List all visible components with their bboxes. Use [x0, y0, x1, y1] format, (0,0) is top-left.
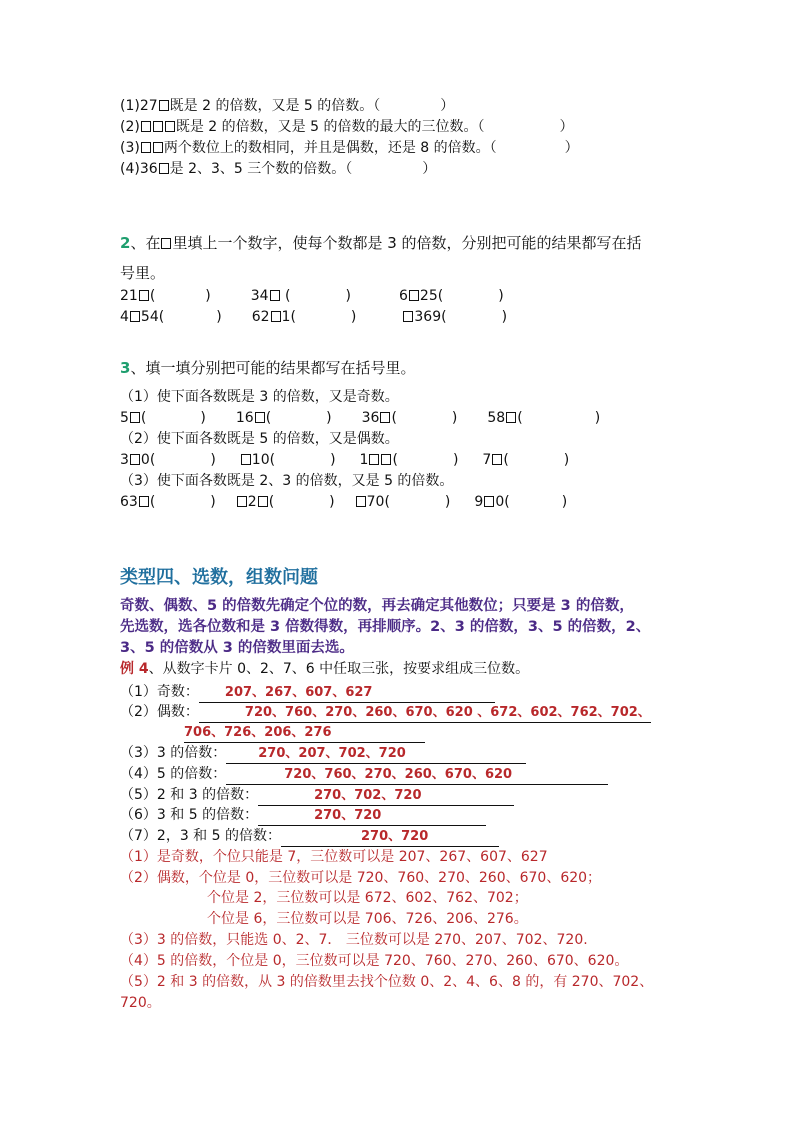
num-text: 62 — [251, 309, 270, 325]
example-text: 、从数字卡片 0、2、7、6 中任取三张，按要求组成三位数。 — [148, 661, 530, 677]
section-2-text-a: 、在 — [130, 234, 161, 252]
section-3-title — [120, 359, 415, 377]
blank-box — [141, 121, 151, 132]
blank-box — [369, 454, 379, 465]
blank-box — [130, 412, 140, 423]
blank-box — [130, 311, 140, 322]
num-text: 4 — [120, 309, 129, 325]
num-text: 54 — [140, 309, 159, 325]
answer-5 — [120, 786, 514, 806]
section-3-title-text: 、填一填分别把可能的结果都写在括号里。 — [130, 359, 416, 377]
blank-box — [271, 311, 281, 322]
answer-2 — [120, 703, 651, 723]
blank-box — [381, 454, 391, 465]
num-text: 9 — [474, 494, 484, 510]
num-text: 58 — [487, 410, 506, 426]
explain-2: （2）偶数，个位是 0，三位数可以是 720、760、270、260、670、620； — [120, 870, 602, 886]
tip-line-3: 3、5 的倍数从 3 的倍数里面去选。 — [120, 640, 354, 656]
q1-text: 既是 2 的倍数，又是 5 的倍数。（ — [169, 98, 381, 114]
num-text: 2 — [247, 494, 257, 510]
answer-label: （4）5 的倍数： — [120, 766, 227, 782]
q4-prefix: (4)36 — [120, 161, 158, 177]
num-text: 5 — [120, 410, 129, 426]
question-1-3 — [120, 139, 579, 157]
blank-box — [159, 100, 169, 111]
answer-6 — [120, 806, 486, 826]
question-1-1 — [120, 97, 454, 115]
num-text: 34 — [250, 288, 269, 304]
num-text: 6 — [398, 288, 408, 304]
section-2-row-1: 21 ( ) 34 ( ) 6 25( ) — [120, 288, 504, 304]
answer-value: 270、702、720 — [258, 787, 514, 806]
q4-text: 是 2、3、5 三个数的倍数。（ — [169, 161, 353, 177]
answer-7 — [120, 827, 499, 847]
section-number: 2 — [120, 234, 131, 252]
answer-value: 207、267、607、627 — [199, 684, 495, 703]
example-label: 例 4 — [120, 661, 149, 677]
section-3-row-1: 5 ( ) 16 ( ) 36 ( ) 58 ( ) — [120, 410, 601, 426]
answer-label: （2）偶数： — [120, 704, 199, 720]
blank-box — [153, 121, 163, 132]
num-text: 7 — [482, 452, 492, 468]
answer-1 — [120, 683, 495, 703]
section-2-title — [120, 234, 642, 252]
num-text: 10 — [251, 452, 270, 468]
section-3-row-2: 3 0( ) 10( ) 1 ( ) 7 ( ) — [120, 452, 570, 468]
blank-box — [159, 163, 169, 174]
blank-box — [270, 290, 280, 301]
blank-box — [484, 496, 494, 507]
answer-value: 270、720 — [258, 807, 486, 826]
tip-line-1: 奇数、偶数、5 的倍数先确定个位的数，再去确定其他数位；只要是 3 的倍数， — [120, 598, 634, 614]
explain-7: （5）2 和 3 的倍数，从 3 的倍数里去找个位数 0、2、4、6、8 的，有 270、702、 — [120, 974, 654, 990]
paren-close: ） — [440, 98, 455, 114]
num-text: 1 — [359, 452, 369, 468]
blank-box — [153, 142, 163, 153]
blank-box — [255, 412, 265, 423]
blank-box — [139, 290, 149, 301]
num-text: 3 — [120, 452, 129, 468]
blank-box — [380, 412, 390, 423]
section-3-sub-1: （1）使下面各数既是 3 的倍数，又是奇数。 — [120, 389, 399, 405]
num-text: 16 — [235, 410, 254, 426]
tip-line-2: 先选数，选各位数和是 3 倍数得数，再排顺序。2、3 的倍数，3、5 的倍数，2、 — [120, 619, 651, 635]
answer-value: 720、760、270、260、670、620 — [226, 766, 608, 785]
blank-box — [258, 496, 268, 507]
blank-box — [130, 454, 140, 465]
answer-value: 720、760、270、260、670、620 、672、602、762、702、 — [199, 704, 651, 723]
num-text: 0 — [140, 452, 150, 468]
q3-text: 两个数位上的数相同，并且是偶数，还是 8 的倍数。（ — [163, 140, 497, 156]
question-1-4 — [120, 160, 436, 178]
example-4 — [120, 660, 529, 678]
explain-5: （3）3 的倍数，只能选 0、2、7． 三位数可以是 270、207、702、720. — [120, 932, 588, 948]
q1-prefix: (1)27 — [120, 98, 158, 114]
blank-box — [237, 496, 247, 507]
explain-3: 个位是 2，三位数可以是 672、602、762、702； — [207, 890, 528, 906]
paren-close: ） — [564, 140, 579, 156]
blank-box — [506, 412, 516, 423]
section-3-sub-2: （2）使下面各数既是 5 的倍数，又是偶数。 — [120, 431, 399, 447]
answer-4 — [120, 765, 608, 785]
answer-label: （7）2，3 和 5 的倍数： — [120, 828, 281, 844]
num-text: 36 — [361, 410, 380, 426]
blank-box — [141, 142, 151, 153]
num-text: 70 — [366, 494, 385, 510]
section-3-sub-3: （3）使下面各数既是 2、3 的倍数，又是 5 的倍数。 — [120, 473, 454, 489]
answer-label: （1）奇数： — [120, 684, 199, 700]
explain-4: 个位是 6，三位数可以是 706、726、206、276。 — [207, 911, 528, 927]
answer-label: （3）3 的倍数： — [120, 745, 227, 761]
blank-box — [403, 311, 413, 322]
answer-value: 706、726、206、276 — [184, 724, 425, 743]
num-text: 1 — [281, 309, 291, 325]
num-text: 21 — [120, 288, 138, 304]
explain-1: （1）是奇数，个位只能是 7，三位数可以是 207、267、607、627 — [120, 849, 548, 865]
num-text: 369 — [414, 309, 442, 325]
blank-box — [161, 238, 171, 249]
explain-6: （4）5 的倍数，个位是 0，三位数可以是 720、760、270、260、670、620。 — [120, 953, 629, 969]
q2-text: 既是 2 的倍数，又是 5 的倍数的最大的三位数。（ — [175, 119, 485, 135]
num-text: 25 — [419, 288, 438, 304]
type4-heading: 类型四、选数，组数问题 — [120, 567, 318, 588]
question-1-2 — [120, 118, 573, 136]
answer-value: 270、720 — [281, 828, 499, 847]
answer-label: （6）3 和 5 的倍数： — [120, 807, 259, 823]
blank-box — [356, 496, 366, 507]
answer-2-cont — [184, 723, 425, 743]
answer-label: （5）2 和 3 的倍数： — [120, 787, 259, 803]
blank-box — [492, 454, 502, 465]
section-2-row-2: 4 54( ) 62 1( ) 369( ) — [120, 309, 508, 325]
paren-close: ） — [422, 161, 437, 177]
q2-prefix: (2) — [120, 119, 140, 135]
num-text: 63 — [120, 494, 138, 510]
section-2-title-cont: 号里。 — [120, 264, 166, 282]
answer-value: 270、207、702、720 — [226, 745, 526, 764]
blank-box — [241, 454, 251, 465]
section-3-row-3: 63 ( ) 2 ( ) 70( ) 9 0( ) — [120, 494, 568, 510]
paren-close: ） — [559, 119, 574, 135]
answer-3 — [120, 744, 526, 764]
explain-8: 720。 — [120, 995, 161, 1011]
blank-box — [139, 496, 149, 507]
blank-box — [409, 290, 419, 301]
blank-box — [165, 121, 175, 132]
q3-prefix: (3) — [120, 140, 140, 156]
section-number: 3 — [120, 359, 131, 377]
num-text: 0 — [495, 494, 505, 510]
section-2-text-b: 里填上一个数字，使每个数都是 3 的倍数，分别把可能的结果都写在括 — [172, 234, 642, 252]
